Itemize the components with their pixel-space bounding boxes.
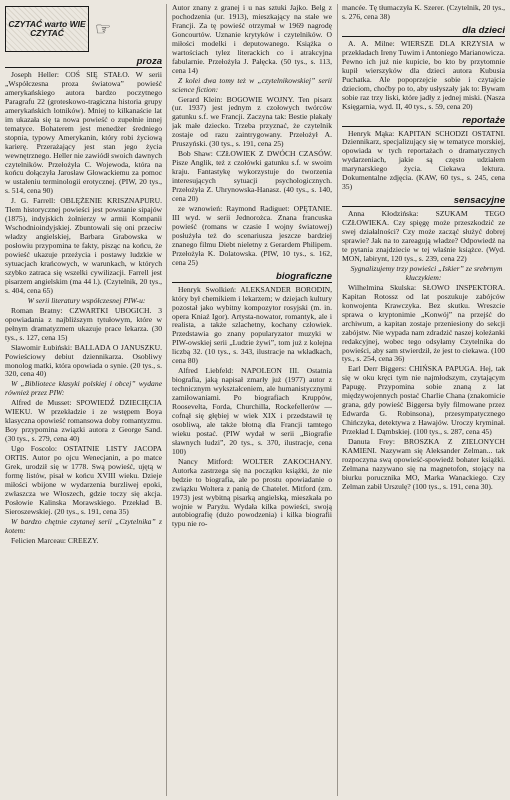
series-intro-piw: W serii literatury współczesnej PIW-u: xyxy=(27,295,146,305)
review-klein: Gerard Klein: BOGOWIE WOJNY. Ten pisarz (ur. 1937) jest jednym z czołowych twórców gatunku s.f. we Francji. Zaczyna tak: Bestie płakały jak małe dziecko. Trzeba przyznać, że czytelnik zostaje od razu zaintrygowany. Przełożył A. Pruszyński. (30 tys., s. 191, cena 25) xyxy=(172,94,332,149)
review-swolkien: Henryk Swolkień: ALEKSANDER BORODIN, który był chemikiem i lekarzem; w dziejach kultury pozostał jako wybitny kompozytor rosyjski (m. in. opera Kniaź Igor). Artysta-nowator, romantyk, ale i realista, a także szlachetny, kochany człowiek. Przedstawia go znany popularyzator muzyki w PIW-owskiej serii „Ludzie żywi”, tom już z kolejna liczbą 32. (10 tys., s. 343, ilustracje na wkładkach, cena 80) xyxy=(172,284,332,366)
column-middle xyxy=(172,4,332,796)
series-intro-klasyki: W „Bibliotece klasyki polskiej i obcej” wydane również przez PIW: xyxy=(5,379,162,398)
section-heading-biograficzne: biograficzne xyxy=(172,271,332,283)
review-skulska: Wilhelmina Skulska: SŁOWO INSPEKTORA. Kapitan Rotossz od lat poszukuje zabójców konwojenta Krawczyka. Bez skutku. Wreszcie sprawa o kryptonimie „Konwój” na przejść do archiwum, a kapitan zostaje przeniesiony do sekcji zabójstw. Nie wypada nam zdradzić naszej koleżanki redakcyjnej, wobec tego odsyłamy Czytelnika do powieści, aby sam stwierdził, że jest to ciekawa. (100 tys., s. 254, cena 36) xyxy=(342,282,505,364)
column-rule xyxy=(166,4,167,796)
review-liebfeld: Alfred Liebfeld: NAPOLEON III. Ostatnia biografia, jaką napisał zmarły już (1977) autor z technicznym wykształceniem, ale humanistycznymi zamiłowaniami. Po biografiach Kruppów, Roosevelta, Forda, Churchilla, Rockefellerów — cofnął się głębiej w wiek XIX i przedstawił tę osobliwą, ale także błotną dla Francji tamtego wieku postać. (PIW wydał w serii „Biografie sławnych ludzi”, 20 tys., s. 370, ilustracje, cena 100) xyxy=(172,366,332,456)
czytac-warto-logo: CZYTAĆ warto WIE CZYTAĆ xyxy=(5,6,89,52)
review-maka: Henryk Mąka: KAPITAN SCHODZI OSTATNI. Dziennikarz, specjalizujący się w tematyce morskiej, opowiada w tych reportażach o dramatycznych wydarzeniach, jakie są często udziałem marynarskiego życia. Ciekawa lektura. Dokumentalne zdjęcia. (KAW, 60 tys., s. 245, cena 35) xyxy=(342,128,505,192)
section-heading-proza: proza xyxy=(5,56,162,68)
column-rule xyxy=(337,4,338,796)
series-intro-scifi: Z kolei dwa tomy też w „czytelnikowskiej” serii science fiction: xyxy=(172,75,332,94)
review-bratny: Roman Bratny: CZWARTKI UBOGICH. 3 opowiadania z najbliższym tytułowym, które w pełnym dramatyzmem ukazuje prace lekarza. (30 tys., s. 127, cena 15) xyxy=(5,305,162,342)
column-logo xyxy=(5,6,162,52)
section-heading-sensacyjne: sensacyjne xyxy=(342,195,505,207)
series-intro-czytelnik: W bardzo chętnie czytanej serii „Czytelnika” z kotem: xyxy=(5,516,162,535)
review-klodzinska: Anna Kłodzińska: SZUKAM TEGO CZŁOWIEKA. Czy spięgę może przeszkodzić ze swej działalności? Czy może zacząć służyć dobrej sprawie? Jak na to zareagują władze? Odpowiedź na te pytania znajdziecie w tej właśnie książce. (Wyd. MON, labirynt, 120 tys., s. 239, cena 22) xyxy=(342,209,505,263)
section-heading-dla-dzieci: dla dzieci xyxy=(342,25,505,37)
review-continued: mancée. Tę tłumaczyła K. Szerer. (Czytelnik, 20 tys., s. 276, cena 38) xyxy=(342,4,505,21)
review-musset: Alfred de Musset: SPOWIEDŹ DZIECIĘCIA WIEKU. W przekładzie i ze wstępem Boya klasyczna opowieść romansowa doby romantyzmu. Boy przypomina związki autora z George Sand. (30 tys., s. 279, cena 40) xyxy=(5,398,162,444)
review-milne: A. A. Milne: WIERSZE DLA KRZYSIA w przekładach Ireny Tuwim i Antoniego Marianowicza. Pewno ich już nie kupicie, bo kto by przytomnie kupił wierszyków dla dzieci autora Kubusia Puchatka. Ale popoprzejcie sobie i czytajcie dzieciom, choćby po to, aby usłyszały jak to: Bywam sobie raz trzy liski, które jadły z jednej miski. (Nasza Księgarnia, wyd. II, 40 tys., s. 59, cena 20) xyxy=(342,38,505,111)
review-mitford: Nancy Mitford: WOLTER ZAKOCHANY. Autorka zastrzega się na początku książki, że nie będzie to biografia, ale po prostu opowiadanie o związku Woltera z panią de Chatelet. Mitford (zm. 1973) jest wybitną pisarką angielską, mieszkała po wojnie w Paryżu. Wydała kilka powieści, swoją autobiografię (dużo powodzenia) i kilka biografii typu nie ro- xyxy=(172,456,332,529)
series-intro-iskry: Sygnalizujemy trzy powieści „Iskier” ze srebrnym kluczykiem: xyxy=(350,263,503,282)
review-heller: Joseph Heller: COŚ SIĘ STAŁO. W serii „Współczesna proza światowa” powieść amerykańskiego autora bardzo poczytnego Paragrafu 22 (groteskowo-tragiczna historia grupy amerykańskich lotników). Mniej to kilkanaście lat im ukazała się ta nowa powieść o zupełnie innej tematyce. Bohaterem jest menedżer średniego stopnia, typowy Amerykanin, który robi życiową karierę. Przerażający jest stan jego życia wewnętrznego. Heller nie zawiódł swoich dawnych czytelników. Przełożyła C. Wojewoda, która na końcu dołączyła Jarosław Głowackiemu za pomoc w ustaleniu terminologii erotycznej. (PIW, 20 tys., s. 514, cena 90) xyxy=(5,70,162,196)
review-jasko-cont: Autor znany z granej i u nas sztuki Jajko. Belg z pochodzenia (ur. 1913), mieszkający na stałe we Francji. Za tę powieść otrzymał w 1969 nagrodę Goncourtów. Uznanie krytyków i czytelników. O miłości modelki i deputowanego. Książka o wartościach tylez literackich co i atrakcyjna fabularnie. Przełożyła J. Pałęcka. (50 tys., s. 113, cena 14) xyxy=(172,4,332,75)
review-foscolo: Ugo Foscolo: OSTATNIE LISTY JACOPA ORTIS. Autor po ojcu Wenecjanin, a po matce Grek, urodził się w 1778. Swą powieść, ujętą w formę listów, pisał w końcu XVIII wieku. Dzieje miłości wbijone w wydarzenia burzliwej epoki, zwłaszcza we Włoszech, gdzie toczy się akcja. Posłowie Kalinska Morawskiego. Przekład B. Sieroszewskiej. (20 tys., s. 191, cena 35) xyxy=(5,444,162,516)
column-left xyxy=(5,4,162,796)
review-shaw: Bob Shaw: CZŁOWIEK Z DWÓCH CZASÓW. Pisze Anglik, też z czołówki gatunku s.f. w swoim kraju. Fantastykę wykorzystuje do tworzenia interesujących sytuacji psychologicznych. Przełożyła Z. Uhrynowska-Hanasz. (40 tys., s. 140, cena 20) xyxy=(172,149,332,204)
section-heading-reportaze: reportaże xyxy=(342,115,505,127)
review-biggers: Earl Derr Biggers: CHIŃSKA PAPUGA. Hej, tak się w oku kręci tym nie najmłodszym, czytającym Papugę. Przypomina sobie znaną z lat międzywojennych postać Charlie Chana (znakomicie grana, gdy powieść Biggersa były filmowane przez Edwarda G. Robinsona), przesympatycznego Chińczyka, detektywa z Hawajów. Uroczy kryminał. Przekład I. Dąmbskiej. (100 tys., s. 287, cena 45) xyxy=(342,364,505,437)
review-frey: Danuta Frey: BROSZKA Z ZIELONYCH KAMIENI. Nazywam się Aleksander Zelman... tak rozpoczyna swą opowieść-spowiedź bohater książki. Zelmana nazywano się na magnetofon, stojący na biurku porucznika MO, Marka Wanackiego. Czy Zelman zabił Urszulę? (100 tys., s. 191, cena 30). xyxy=(342,437,505,491)
review-radiguet: ze wznowień: Raymond Radiguet: OPĘTANIE. III wyd. w serii Jednorożca. Znana francuska powieść (romans w czasie I wojny światowej) posłużyła też do scenariusza jeszcze bardziej znanego filmu Diebt nieletny z Gerardem Philipem. Przełożyła K. Dolatowska. (PIW, 10 tys., s. 162, cena 25) xyxy=(172,203,332,267)
review-lubinski: Sławomir Łubiński: BALLADA O JANUSZKU. Powieściowy debiut dziennikarza. Osobliwy monolog matki, która opowiada o synie. (20 tys., s. 320, cena 40) xyxy=(5,342,162,379)
review-marceau: Felicien Marceau: CREEZY. xyxy=(11,535,99,545)
review-farrell: J. G. Farrell: OBLĘŻENIE KRISZNAPURU. Tłem historycznej powieści jest powstanie sipajów (1875), indyjskich żołnierzy w armii Kompanii Wschodnioindyjskiej. Zbuntowali się oni przeciw władzy angielskiej, Barbara Grabowska w posłowiu przypomina te fakty, pisząc na końcu, że powieść ukazuje przeżycia i postawy ludzkie w sytuacjach krańcowych, w warunkach, w których szybko zatraca się wszelki cywilizacji. Farrell jest pisarzem angielskim (ma 44 l.). (Czytelnik, 20 tys., s. 404, cena 65) xyxy=(5,196,162,295)
column-right xyxy=(342,4,505,796)
pointing-hand-icon: ☞ xyxy=(95,18,112,39)
